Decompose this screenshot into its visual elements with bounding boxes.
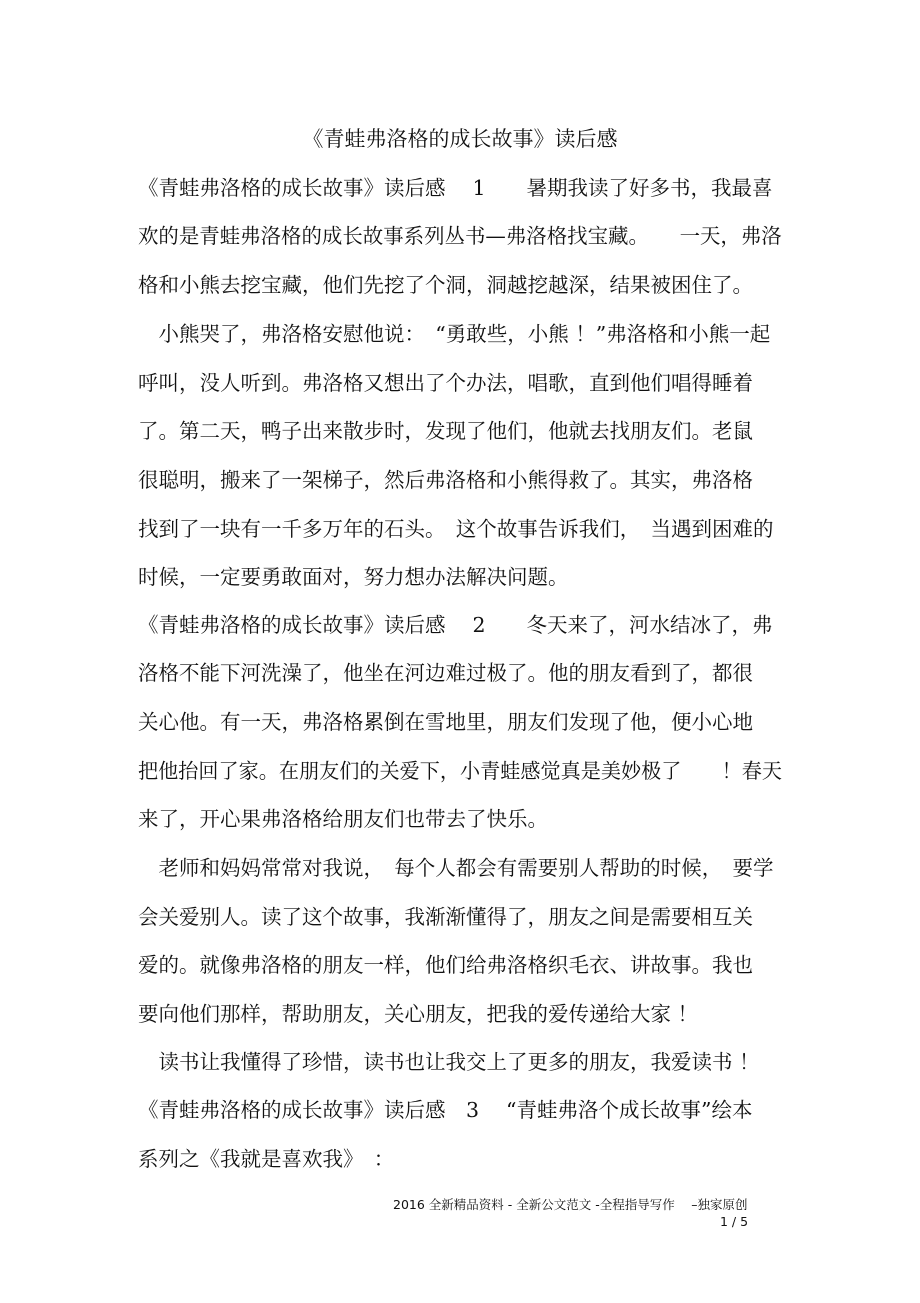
body-line: 找到了一块有一千多万年的石头。 这个故事告诉我们， 当遇到困难的 <box>138 517 774 541</box>
document-title: 《青蛙弗洛格的成长故事》读后感 <box>302 127 618 151</box>
body-line: 很聪明，搬来了一架梯子，然后弗洛格和小熊得救了。其实，弗洛格 <box>138 468 753 492</box>
body-line: 要向他们那样，帮助朋友，关心朋友，把我的爱传递给大家 ！ <box>138 1002 699 1026</box>
body-line: 老师和妈妈常常对我说， 每个人都会有需要别人帮助的时候， 要学 <box>138 856 774 880</box>
body-line: 格和小熊去挖宝藏，他们先挖了个洞，洞越挖越深，结果被困住了。 <box>138 273 753 297</box>
body-line: 《青蛙弗洛格的成长故事》读后感 3 “青蛙弗洛个成长故事”绘本 <box>138 1098 753 1122</box>
body-line: 《青蛙弗洛格的成长故事》读后感 1 暑期我读了好多书，我最喜 <box>138 176 773 200</box>
body-line: 把他抬回了家。在朋友们的关爱下，小青蛙感觉真是美妙极了 ！春天 <box>138 759 782 783</box>
body-line: 来了，开心果弗洛格给朋友们也带去了快乐。 <box>138 807 548 831</box>
page-number: 1 / 5 <box>720 1214 749 1229</box>
body-line: 呼叫，没人听到。弗洛格又想出了个办法，唱歌，直到他们唱得睡着 <box>138 371 753 395</box>
body-line: 读书让我懂得了珍惜，读书也让我交上了更多的朋友，我爱读书 ！ <box>138 1050 760 1074</box>
body-line: 了。第二天，鸭子出来散步时，发现了他们，他就去找朋友们。老鼠 <box>138 419 753 443</box>
body-line: 欢的是青蛙弗洛格的成长故事系列丛书—弗洛格找宝藏。 一天，弗洛 <box>138 224 782 248</box>
body-line: 会关爱别人。读了这个故事，我渐渐懂得了，朋友之间是需要相互关 <box>138 905 753 929</box>
body-line: 关心他。有一天，弗洛格累倒在雪地里，朋友们发现了他，便小心地 <box>138 710 753 734</box>
body-line: 《青蛙弗洛格的成长故事》读后感 2 冬天来了，河水结冰了，弗 <box>138 613 773 637</box>
body-line: 洛格不能下河洗澡了，他坐在河边难过极了。他的朋友看到了，都很 <box>138 661 753 685</box>
body-line: 小熊哭了，弗洛格安慰他说： “勇敢些，小熊 ！”弗洛格和小熊一起 <box>138 322 771 346</box>
body-line: 系列之《我就是喜欢我》 ： <box>138 1147 395 1171</box>
body-line: 时候，一定要勇敢面对，努力想办法解决问题。 <box>138 565 569 589</box>
footer-text: 2016 全新精品资料 - 全新公文范文 -全程指导写作 –独家原创 <box>393 1197 748 1212</box>
body-line: 爱的。就像弗洛格的朋友一样，他们给弗洛格织毛衣、讲故事。我也 <box>138 953 753 977</box>
